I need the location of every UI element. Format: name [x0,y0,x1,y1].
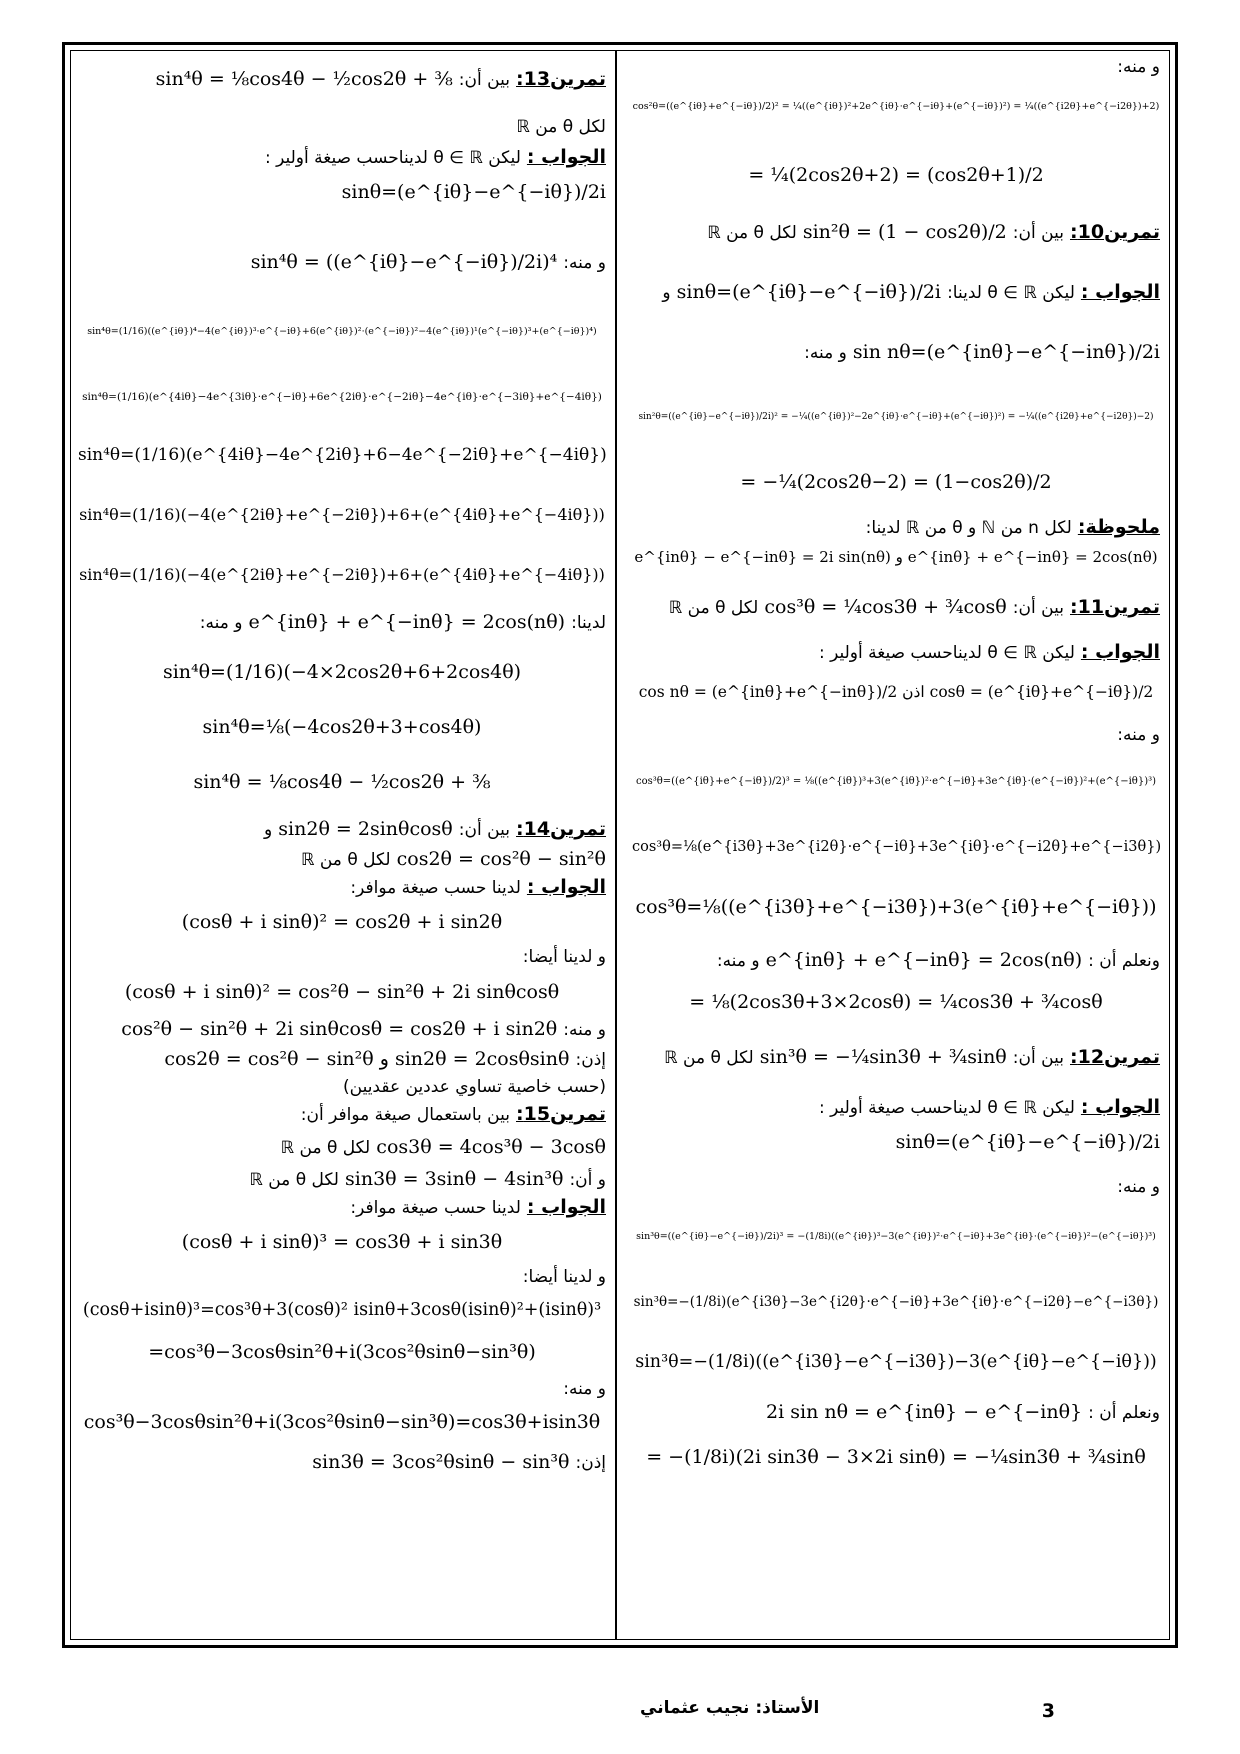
answer-label-13: الجواب : [526,146,606,168]
author-name: الأستاذ: نجيب عثماني [640,1698,820,1718]
cos2-derivation-line1: cos²θ=((e^{iθ}+e^{−iθ})/2)² = ¼((e^{iθ})²+2e^{iθ}·e^{−iθ}+(e^{−iθ})²) = ¼((e^{i2θ}+e^{−i2θ})+2) [632,101,1160,112]
exercise-12-sin-def: sinθ=(e^{iθ}−e^{−iθ})/2i [895,1131,1160,1153]
answer-label-10: الجواب : [1080,281,1160,303]
euler-text-12: ليكن θ ∈ ℝ لديناحسب صيغة أولير : [818,1098,1075,1118]
know-that-line-2 [632,1400,1160,1425]
cos3-derivation-line1: cos³θ=((e^{iθ}+e^{−iθ})/2)³ = ⅛((e^{iθ})³+3(e^{iθ})²·e^{−iθ}+3e^{iθ}·(e^{−iθ})²+(e^{−iθ})³) [635,776,1157,787]
note-text: لكل n من ℕ و θ من ℝ لدينا: [865,518,1072,538]
sin4-def-line [78,250,606,275]
exercise-11-text: بين أن: [1012,598,1064,618]
note-title: ملحوظة: [1077,516,1160,538]
exercise-15-formula2: sin3θ = 3sinθ − 4sin³θ [345,1168,564,1190]
exercise-10-title: تمرين10: [1070,221,1160,243]
know-formula-2: 2i sin nθ = e^{inθ} − e^{−inθ} [766,1401,1083,1423]
know-formula: e^{inθ} + e^{−inθ} = 2cos(nθ) [765,949,1083,971]
exercise-12-sin-def-line [632,1130,1160,1154]
exercise-14-note: (حسب خاصية تساوي عددين عقديين) [343,1077,606,1097]
exercise-11-answer-intro [632,640,1160,665]
sin4-derivation-line3: sin⁴θ=(1/16)(e^{4iθ}−4e^{2iθ}+6−4e^{−2iθ}+e^{−4iθ}) [78,445,607,465]
idhan-text: إذن: [575,1050,606,1070]
sin3-derivation-line2: sin³θ=−(1/8i)(e^{i3θ}−3e^{i2θ}·e^{−iθ}+3e^{iθ}·e^{−i2θ}−e^{−i3θ}) [633,1294,1159,1310]
exercise-10-statement [632,220,1160,245]
also-text-15: و لدينا أيضا: [522,1267,606,1287]
exercise-14-answer-intro [78,875,606,900]
exercise-11-title: تمرين11: [1070,596,1160,618]
exercise-13-text: بين أن: [458,70,510,90]
exercise-10-sin-def: sinθ=(e^{iθ}−e^{−iθ})/2i [676,281,942,303]
exercise-14-statement [78,817,606,842]
ladayna-text: لدينا: [571,613,606,633]
exercise-12-formula: sin³θ = −¼sin3θ + ¾sinθ [759,1046,1007,1068]
know-that-line [632,948,1160,973]
exercise-14-formula2: cos2θ = cos²θ − sin²θ [396,848,606,870]
sin4-def: sin⁴θ = ((e^{iθ}−e^{−iθ})/2i)⁴ [250,251,558,273]
answer-label-15: الجواب : [526,1196,606,1218]
exercise-11-formula: cos³θ = ¼cos3θ + ¾cosθ [764,596,1007,618]
exercise-13-sin-def: sinθ=(e^{iθ}−e^{−iθ})/2i [341,181,606,203]
note-formula: e^{inθ} − e^{−inθ} = 2i sin(nθ) و e^{inθ} + e^{−inθ} = 2cos(nθ) [634,548,1158,566]
sin4-derivation-line6: sin⁴θ=⅛(−4cos2θ+3+cos4θ) [202,716,482,738]
exercise-12-answer-intro [632,1095,1160,1120]
exercise-10-sinn-line [632,340,1160,365]
exercise-13-domain: لكل θ من ℝ [516,117,606,137]
idhan-text-15: إذن: [575,1453,606,1473]
text-wamanhu-6: و منه: [563,253,606,273]
exercise-14-line4: cos2θ = cos²θ − sin²θ و sin2θ = 2cosθsinθ [164,1048,570,1070]
exercise-14-line2: (cosθ + i sinθ)² = cos²θ − sin²θ + 2i sinθcosθ [124,981,560,1003]
text-wamanhu-3: و منه: [1117,725,1160,745]
sin4-derivation-line2: sin⁴θ=(1/16)(e^{4iθ}−4e^{3iθ}·e^{−iθ}+6e^{2iθ}·e^{−2iθ}−4e^{iθ}·e^{−3iθ}+e^{−4iθ}) [82,391,602,403]
exercise-15-domain2: لكل θ من ℝ [249,1170,339,1190]
exercise-14-statement-2 [78,847,606,872]
exercise-10-answer-intro [632,280,1160,305]
exercise-13-sin-def-line [78,180,606,204]
text-wamanhu: و منه: [1117,57,1160,77]
exercise-10-sinn-def: sin nθ=(e^{inθ}−e^{−inθ})/2i [852,341,1160,363]
exercise-15-line1: (cosθ + i sinθ)³ = cos3θ + i sin3θ [181,1231,503,1253]
also-text-14: و لدينا أيضا: [522,947,606,967]
exercise-13-title: تمرين13: [516,68,606,90]
exercise-14-line3: cos²θ − sin²θ + 2i sinθcosθ = cos2θ + i sin2θ [121,1018,558,1040]
exercise-15-domain1: لكل θ من ℝ [280,1138,371,1158]
sin4-derivation-line4b: sin⁴θ=(1/16)(−4(e^{2iθ}+e^{−2iθ})+6+(e^{4iθ}+e^{−4iθ})) [79,565,605,584]
text-wamanhu-5: و منه: [1117,1177,1160,1197]
euler-text-13: ليكن θ ∈ ℝ لديناحسب صيغة أولير : [264,148,521,168]
exercise-15-line5: sin3θ = 3cos²θsinθ − sin³θ [312,1451,570,1473]
exercise-14-domain: لكل θ من ℝ [300,850,391,870]
sin2-derivation-line1: sin²θ=((e^{iθ}−e^{−iθ})/2i)² = −¼((e^{iθ})²−2e^{iθ}·e^{−iθ}+(e^{−iθ})²) = −¼((e^{i2θ}+e^{−i2θ})−2) [638,412,1154,422]
sin4-derivation-line7: sin⁴θ = ⅛cos4θ − ½cos2θ + ⅜ [193,771,491,793]
exercise-15-text: بين باستعمال صيغة موافر أن: [300,1105,510,1125]
exercise-11-domain: لكل θ من ℝ [668,598,759,618]
exercise-10-formula: sin²θ = (1 − cos2θ)/2 [802,221,1007,243]
exercise-13-answer-intro [78,145,606,170]
page-number: 3 [1041,1700,1055,1722]
sin4-derivation-line5: sin⁴θ=(1/16)(−4×2cos2θ+6+2cos4θ) [162,661,522,683]
exercise-15-title: تمرين15: [516,1103,606,1125]
moivre-text-15: لدينا حسب صيغة موافر: [350,1198,521,1218]
cos3-derivation-line4: = ⅛(2cos3θ+3×2cosθ) = ¼cos3θ + ¾cosθ [689,991,1103,1013]
note-statement [632,515,1160,540]
exercise-14-formula1: sin2θ = 2sinθcosθ [278,818,453,840]
exercise-15-line4: cos³θ−3cosθsin²θ+i(3cos²θsinθ−sin³θ)=cos3θ+isin3θ [83,1411,601,1433]
moivre-text-14: لدينا حسب صيغة موافر: [350,878,521,898]
wa-an-text: و أن: [569,1170,606,1190]
text-wamanhu-8: و منه: [563,1020,606,1040]
exercise-13-statement [78,67,606,92]
column-divider [615,50,617,1640]
sin2-derivation-line2: = −¼(2cos2θ−2) = (1−cos2θ)/2 [740,471,1052,493]
exercise-11-statement [632,595,1160,620]
exercise-15-formula2-row [78,1167,606,1192]
exercise-15-answer-intro [78,1195,606,1220]
exercise-15-formula1: cos3θ = 4cos³θ − 3cosθ [376,1136,606,1158]
exercise-14-text: بين أن: [458,820,510,840]
exercise-12-text: بين أن: [1012,1048,1064,1068]
cos3-derivation-line3: cos³θ=⅛((e^{i3θ}+e^{−i3θ})+3(e^{iθ}+e^{−iθ})) [635,896,1157,918]
cos2-derivation-line2: = ¼(2cos2θ+2) = (cos2θ+1)/2 [748,164,1044,186]
exercise-14-title: تمرين14: [516,818,606,840]
answer-label-14: الجواب : [526,876,606,898]
exercise-12-statement [632,1045,1160,1070]
know-text-2: ونعلم أن : [1088,1403,1160,1423]
exercise-14-line4-row [78,1047,606,1072]
answer-label-12: الجواب : [1080,1096,1160,1118]
exercise-15-statement [78,1102,606,1127]
exercise-14-line3-row [78,1017,606,1042]
connector-wa: و [662,283,671,303]
exercise-15-line3: =cos³θ−3cosθsin²θ+i(3cos²θsinθ−sin³θ) [148,1341,536,1363]
sin3-derivation-line3: sin³θ=−(1/8i)((e^{i3θ}−e^{−i3θ})−3(e^{iθ}−e^{−iθ})) [635,1352,1157,1372]
sin4-derivation-line1: sin⁴θ=(1/16)((e^{iθ})⁴−4(e^{iθ})³·e^{−iθ}+6(e^{iθ})²·(e^{−iθ})²−4(e^{iθ})¹(e^{−iθ})³+(e^{−iθ})⁴) [87,326,597,337]
exercise-15-line2: (cosθ+isinθ)³=cos³θ+3(cosθ)² isinθ+3cosθ(isinθ)²+(isinθ)³ [82,1300,602,1320]
exercise-10-domain: لكل θ من ℝ [707,223,797,243]
sin4-ladayna-line [78,610,606,635]
exercise-14-line1: (cosθ + i sinθ)² = cos2θ + i sin2θ [181,911,503,933]
euler-text-11: ليكن θ ∈ ℝ لديناحسب صيغة أولير : [818,643,1075,663]
sin3-derivation-line4: = −(1/8i)(2i sin3θ − 3×2i sinθ) = −¼sin3θ + ¾sinθ [646,1446,1146,1468]
know-text: ونعلم أن : [1088,951,1160,971]
text-wamanhu-7: و منه: [199,613,243,633]
sin3-derivation-line1: sin³θ=((e^{iθ}−e^{−iθ})/2i)³ = −(1/8i)((e^{iθ})³−3(e^{iθ})²·e^{−iθ}+3e^{iθ}·(e^{−iθ})²−(e^{−iθ})³) [636,1231,1156,1242]
text-wamanhu-2: و منه: [804,343,847,363]
exercise-10-text: بين أن: [1012,223,1064,243]
exercise-15-line5-row [78,1450,606,1475]
exercise-12-domain: لكل θ من ℝ [664,1048,754,1068]
exercise-12-title: تمرين12: [1070,1046,1160,1068]
sin4-derivation-line4: sin⁴θ=(1/16)(−4(e^{2iθ}+e^{−2iθ})+6+(e^{4iθ}+e^{−4iθ})) [79,505,605,524]
answer-label-11: الجواب : [1080,641,1160,663]
connector-wa-14: و [264,820,273,840]
exercise-13-formula: sin⁴θ = ⅛cos4θ − ½cos2θ + ⅜ [155,68,453,90]
exercise-15-formula1-row [78,1135,606,1160]
ladayna-formula: e^{inθ} + e^{−inθ} = 2cos(nθ) [248,611,566,633]
text-wamanhu-9: و منه: [563,1379,606,1399]
exercise-11-defs: cos nθ = (e^{inθ}+e^{−inθ})/2 اذن cosθ = (e^{iθ}+e^{−iθ})/2 [638,683,1154,701]
exercise-10-answer-text: ليكن θ ∈ ℝ لدينا: [947,283,1075,303]
text-wamanhu-4: و منه: [716,951,760,971]
cos3-derivation-line2: cos³θ=⅛(e^{i3θ}+3e^{i2θ}·e^{−iθ}+3e^{iθ}·e^{−i2θ}+e^{−i3θ}) [632,839,1162,855]
